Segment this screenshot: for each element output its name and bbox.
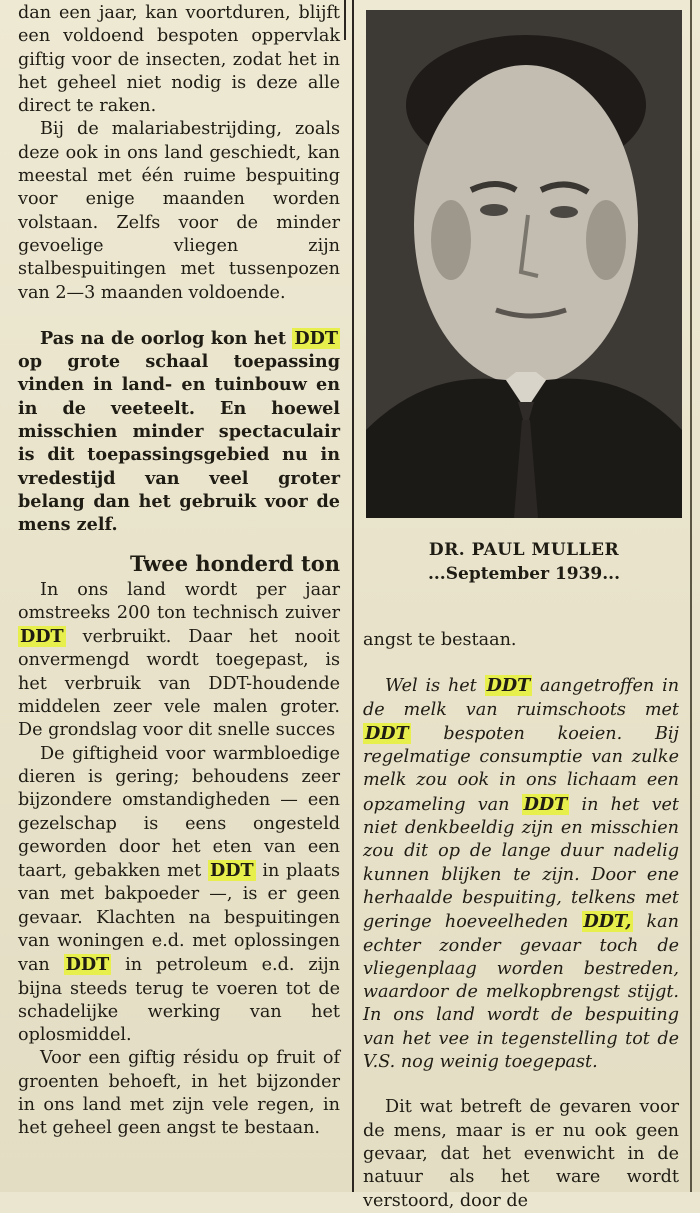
ddt-highlight: DDT [523,793,568,815]
ddt-highlight: DDT [209,860,254,882]
ddt-highlight: DDT [365,722,409,744]
paragraph-milk [363,674,679,1074]
p5-text-before: De giftigheid voor warmbloedige dieren is gering; behoudens zeer bijzondere omstandigheden — een gezelschap is eens ongesteld geworden door het eten van een taart, gebakken met [18,743,340,882]
p5-text-mid: in plaats van met bakpoeder —, is er geen gevaar. Klachten na bespuitingen van woningen e.d. met oplossingen van [18,861,340,976]
p2-text-d: in het vet niet denkbeeldig zijn en misschien zou dit op de lange duur nadelig kunnen blijken te zijn. Door ene herhaalde bespuiting, telkens met geringe hoeveelheden [363,794,679,933]
p2-text-a: Wel is het [385,676,477,697]
column-rule-top [344,0,346,40]
p3-text-after: op grote schaal toepassing vinden in land- en tuinbouw en in de veeteelt. En hoewel misschien minder spectaculair is dit toepassingsgebied nu in vredestijd van veel groter belang dan het gebruik voor de mens zelf. [18,351,340,536]
paragraph-continuation: dan een jaar, kan voortduren, blijft een voldoend bespoten oppervlak giftig voor de insecten, zodat het in het geheel niet nodig is deze alle direct te raken. [18,3,340,117]
p4-text-after: verbruikt. Daar het nooit onvermengd wordt toegepast, is het verbruik van DDT-houdende middelen zeer vele malen groter. De grondslag voor dit snelle succes [18,627,341,741]
paragraph-toxicity [18,743,340,1048]
p3-text-before: Pas na de oorlog kon het [40,327,286,349]
column-rule-left [352,0,354,1192]
subheading: Twee honderd ton [129,550,340,576]
right-article-column [363,629,679,1213]
photo-caption-date: ...September 1939... [427,564,621,584]
ddt-highlight: DDT [486,675,531,697]
page-edge-rule [690,0,692,1192]
p4-text-before: In ons land wordt per jaar omstreeks 200 ton technisch zuiver [18,579,340,623]
p2-text-c: bespoten koeien. Bij regelmatige consumptie van zulke melk zou ook in ons lichaam een opzameling van [363,723,679,815]
paragraph-after-war [18,327,340,537]
paragraph-angst: angst te bestaan. [363,630,517,650]
paragraph-tonnage [18,579,340,743]
paragraph-malaria: Bij de malariabestrijding, zoals deze ook in ons land geschiedt, kan meestal met één ruime bespuiting voor enige maanden worden volstaan. Zelfs voor de minder gevoelige vliegen zijn stalbespuitingen met tussenpozen van 2—3 maanden voldoende. [18,119,340,303]
paragraph-nature-balance: Dit wat betreft de gevaren voor de mens, maar is er nu ook geen gevaar, dat het evenwicht in de natuur als het ware wordt verstoord, door de [363,1097,679,1211]
portrait-illustration [366,10,682,518]
p2-text-b: aangetroffen in de melk van ruimschoots met [363,676,680,720]
ddt-highlight: DDT [65,954,110,976]
portrait-photo [366,10,682,518]
paragraph-residue: Voor een giftig résidu op fruit of groenten behoeft, in het bijzonder in ons land met zijn vele regen, in het geheel geen angst te bestaan. [18,1048,340,1139]
ddt-highlight: DDT, [583,911,632,933]
ddt-highlight: DDT [20,626,64,648]
p2-text-e: kan echter zonder gevaar toch de vliegenplaag worden bestreden, waardoor de melkopbrengst stijgt. In ons land wordt de bespuiting van het vee in tegenstelling tot de V.S. nog weinig toegepast. [363,912,679,1073]
p5-text-after: in petroleum e.d. zijn bijna steeds terug te voeren tot de schadelijke werking van het oplosmiddel. [18,955,341,1046]
left-article-column [18,2,340,1141]
photo-caption-name: DR. PAUL MULLER [428,540,620,560]
ddt-highlight: DDT [294,327,338,349]
